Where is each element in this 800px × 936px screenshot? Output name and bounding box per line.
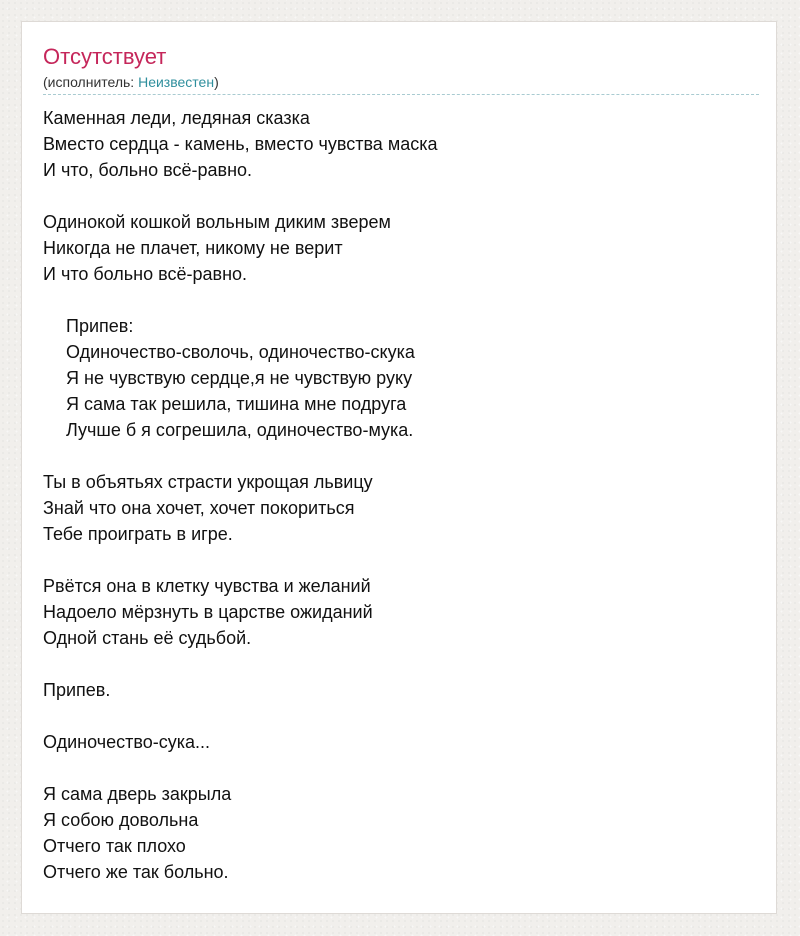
- lyric-line: Одной стань её судьбой.: [43, 628, 252, 648]
- chorus-heading: Припев:: [66, 316, 134, 336]
- lyrics-card: [21, 21, 777, 914]
- lyric-line: Одинокой кошкой вольным диким зверем: [43, 212, 391, 232]
- chorus-line: Я не чувствую сердце,я не чувствую руку: [66, 368, 413, 388]
- lyrics-text: [43, 105, 759, 885]
- lyric-line: И что больно всё-равно.: [43, 264, 248, 284]
- lyric-line: И что, больно всё-равно.: [43, 160, 253, 180]
- lyric-line: Вместо сердца - камень, вместо чувства маска: [43, 134, 438, 154]
- lyric-line: Одиночество-сука...: [43, 732, 211, 752]
- lyric-line: Каменная леди, ледяная сказка: [43, 108, 310, 128]
- lyric-blank-line: [43, 547, 759, 573]
- lyric-blank-line: [43, 443, 759, 469]
- lyric-line: Тебе проиграть в игре.: [43, 524, 233, 544]
- lyric-blank-line: [43, 651, 759, 677]
- artist-suffix: ): [214, 74, 219, 90]
- lyric-blank-line: [43, 703, 759, 729]
- artist-link[interactable]: Неизвестен: [138, 74, 215, 90]
- lyric-line: Рвётся она в клетку чувства и желаний: [43, 576, 371, 596]
- chorus-line: Одиночество-сволочь, одиночество-скука: [66, 342, 415, 362]
- header-divider: [43, 94, 759, 95]
- lyric-blank-line: [43, 287, 759, 313]
- artist-prefix: (исполнитель:: [43, 74, 139, 90]
- chorus-line: Я сама так решила, тишина мне подруга: [66, 394, 407, 414]
- lyric-line: Знай что она хочет, хочет покориться: [43, 498, 355, 518]
- lyric-blank-line: [43, 755, 759, 781]
- lyric-blank-line: [43, 183, 759, 209]
- song-title: Отсутствует: [43, 44, 167, 69]
- lyric-line: Надоело мёрзнуть в царстве ожиданий: [43, 602, 373, 622]
- lyric-line: Отчего так плохо: [43, 836, 186, 856]
- artist-line: [43, 73, 219, 91]
- lyric-line: Я сама дверь закрыла: [43, 784, 232, 804]
- lyric-line: Я собою довольна: [43, 810, 199, 830]
- chorus-line: Лучше б я согрешила, одиночество-мука.: [66, 420, 414, 440]
- lyric-line: Ты в объятьях страсти укрощая львицу: [43, 472, 373, 492]
- chorus-reference: Припев.: [43, 680, 111, 700]
- lyric-line: Отчего же так больно.: [43, 862, 229, 882]
- lyric-line: Никогда не плачет, никому не верит: [43, 238, 343, 258]
